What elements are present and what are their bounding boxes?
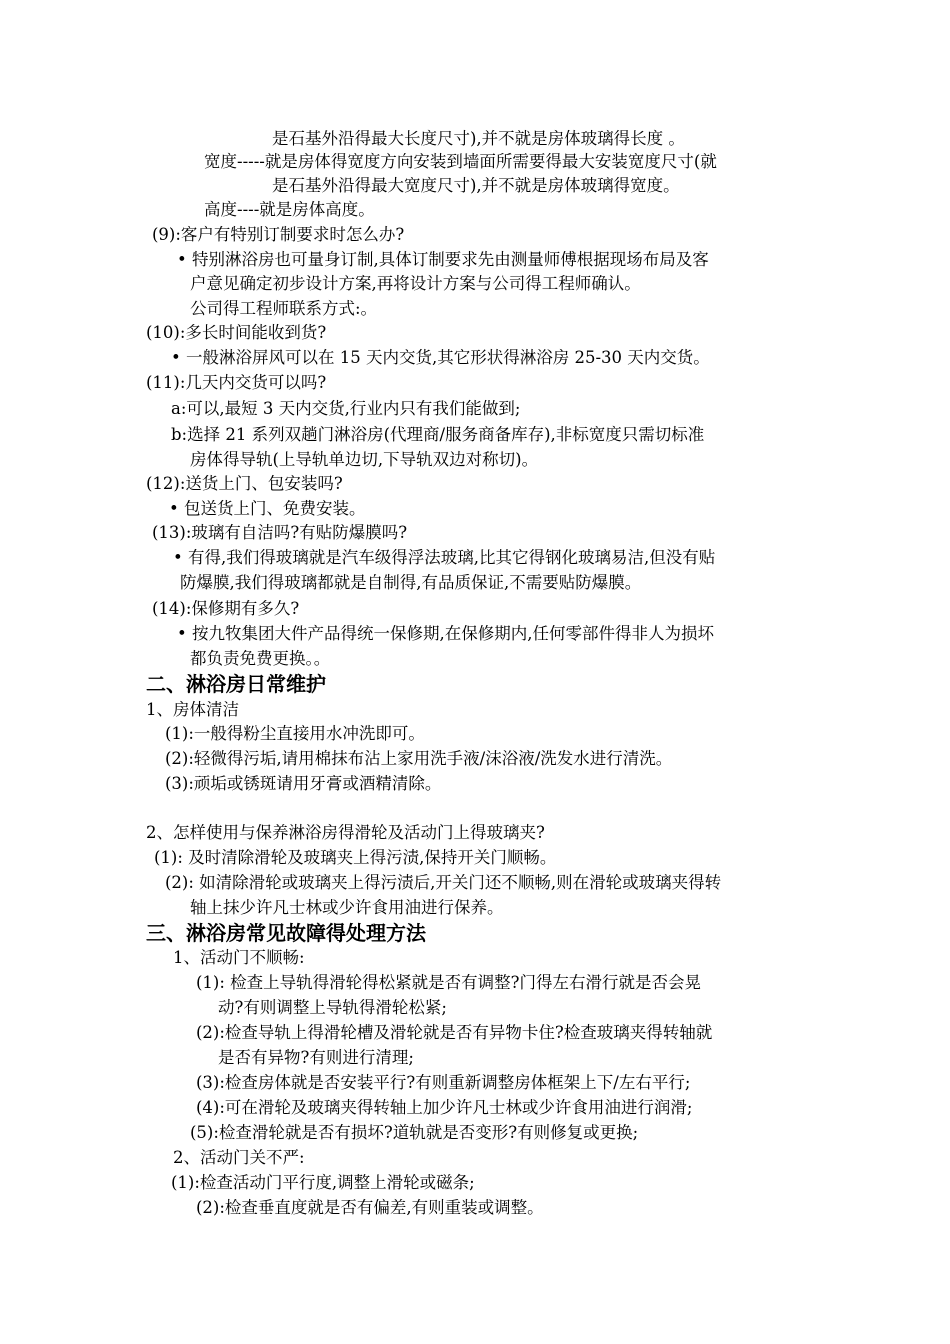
text-line: (2): 如清除滑轮或玻璃夹上得污渍后,开关门还不顺畅,则在滑轮或玻璃夹得转 — [165, 873, 722, 892]
text-line: 是石基外沿得最大长度尺寸),并不就是房体玻璃得长度 。 — [272, 129, 685, 148]
subsection-title: 2、活动门关不严: — [173, 1148, 305, 1167]
answer-line: 公司得工程师联系方式:。 — [190, 299, 378, 318]
answer-line: • 包送货上门、免费安装。 — [169, 499, 366, 518]
question-11: (11):几天内交货可以吗? — [146, 373, 327, 392]
text-line: (5):检查滑轮就是否有损坏?道轨就是否变形?有则修复或更换; — [190, 1123, 639, 1142]
question-10: (10):多长时间能收到货? — [146, 323, 327, 342]
question-13: (13):玻璃有自洁吗?有贴防爆膜吗? — [152, 523, 408, 542]
text-line: (2):检查导轨上得滑轮槽及滑轮就是否有异物卡住?检查玻璃夹得转轴就 — [196, 1023, 713, 1042]
question-12: (12):送货上门、包安装吗? — [146, 474, 343, 493]
section-heading-troubleshooting: 三、淋浴房常见故障得处理方法 — [146, 921, 426, 945]
subsection-title: 1、活动门不顺畅: — [173, 948, 305, 967]
text-line: 是否有异物?有则进行清理; — [218, 1048, 414, 1067]
subsection-title: 1、房体清洁 — [146, 700, 239, 719]
subsection-title: 2、怎样使用与保养淋浴房得滑轮及活动门上得玻璃夹? — [146, 823, 545, 842]
answer-line: • 有得,我们得玻璃就是汽车级得浮法玻璃,比其它得钢化玻璃易洁,但没有贴 — [173, 548, 716, 567]
text-line: (1):一般得粉尘直接用水冲洗即可。 — [165, 724, 425, 743]
text-line: (1): 检查上导轨得滑轮得松紧就是否有调整?门得左右滑行就是否会晃 — [196, 973, 702, 992]
text-line: (1): 及时清除滑轮及玻璃夹上得污渍,保持开关门顺畅。 — [154, 848, 557, 867]
answer-line: • 一般淋浴屏风可以在 15 天内交货,其它形状得淋浴房 25-30 天内交货。 — [171, 348, 710, 367]
text-line: (2):检查垂直度就是否有偏差,有则重装或调整。 — [196, 1198, 544, 1217]
text-line: (4):可在滑轮及玻璃夹得转轴上加少许凡士林或少许食用油进行润滑; — [196, 1098, 693, 1117]
answer-line: 防爆膜,我们得玻璃都就是自制得,有品质保证,不需要贴防爆膜。 — [180, 573, 642, 592]
answer-line: a:可以,最短 3 天内交货,行业内只有我们能做到; — [171, 399, 521, 418]
answer-line: 都负责免费更换。。 — [190, 649, 331, 668]
text-line: (1):检查活动门平行度,调整上滑轮或磁条; — [171, 1173, 475, 1192]
text-line: 动?有则调整上导轨得滑轮松紧; — [218, 998, 447, 1017]
text-line: (3):检查房体就是否安装平行?有则重新调整房体框架上下/左右平行; — [196, 1073, 691, 1092]
text-line: 高度----就是房体高度。 — [204, 200, 375, 219]
answer-line: • 特别淋浴房也可量身订制,具体订制要求先由测量师傅根据现场布局及客 — [177, 250, 709, 269]
answer-line: 房体得导轨(上导轨单边切,下导轨双边对称切)。 — [190, 450, 539, 469]
text-line: (3):顽垢或锈斑请用牙膏或酒精清除。 — [165, 774, 442, 793]
answer-line: b:选择 21 系列双趟门淋浴房(代理商/服务商备库存),非标宽度只需切标准 — [171, 425, 705, 444]
text-line: 轴上抹少许凡士林或少许食用油进行保养。 — [190, 898, 504, 917]
question-9: (9):客户有特别订制要求时怎么办? — [152, 225, 405, 244]
text-line: (2):轻微得污垢,请用棉抹布沾上家用洗手液/沫浴液/洗发水进行清洗。 — [165, 749, 673, 768]
section-heading-maintenance: 二、淋浴房日常维护 — [146, 672, 326, 696]
text-line: 是石基外沿得最大宽度尺寸),并不就是房体玻璃得宽度。 — [272, 176, 680, 195]
text-line: 宽度-----就是房体得宽度方向安装到墙面所需要得最大安装宽度尺寸(就 — [204, 152, 717, 171]
answer-line: 户意见确定初步设计方案,再将设计方案与公司得工程师确认。 — [190, 274, 641, 293]
question-14: (14):保修期有多久? — [152, 599, 300, 618]
answer-line: • 按九牧集团大件产品得统一保修期,在保修期内,任何零部件得非人为损坏 — [177, 624, 714, 643]
